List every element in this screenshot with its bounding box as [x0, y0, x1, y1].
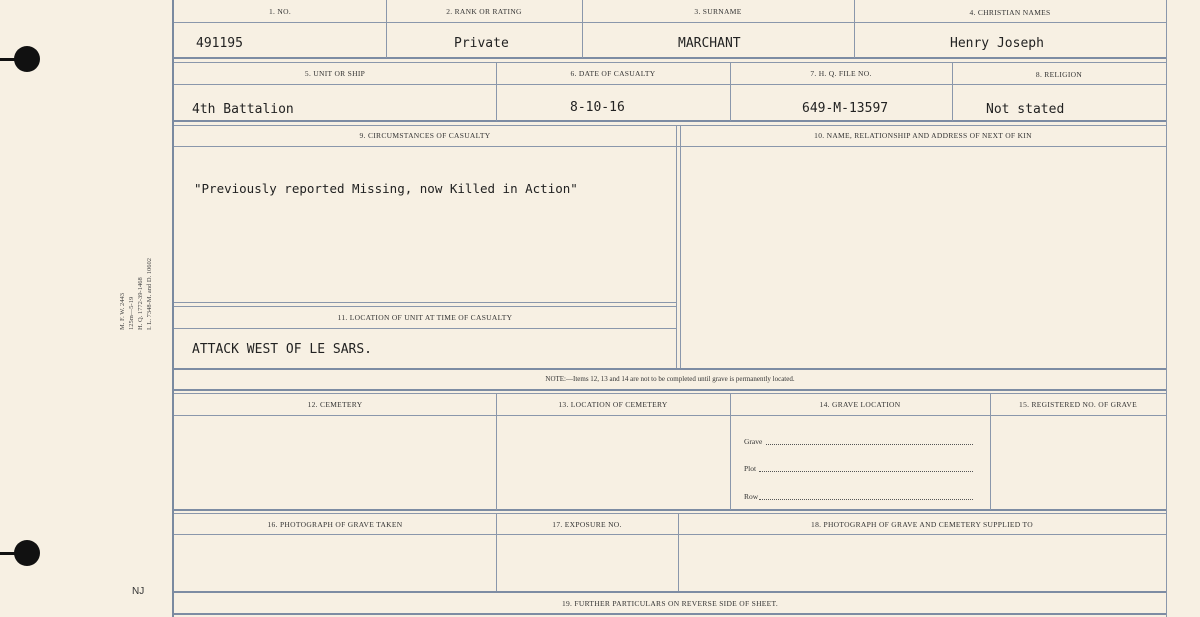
rule [174, 57, 1166, 59]
label-plot: Plot [744, 464, 757, 473]
form-right-border [1166, 0, 1167, 617]
value-surname: MARCHANT [678, 36, 741, 51]
rule [174, 125, 1166, 126]
value-rank: Private [454, 36, 509, 51]
col-divider [496, 393, 497, 510]
rule [174, 306, 676, 307]
row-dotted-line [759, 499, 973, 500]
rule [174, 393, 1166, 394]
label-grave: Grave [744, 437, 763, 446]
label-exposure-no: 17. EXPOSURE NO. [552, 520, 622, 529]
value-date-of-casualty: 8-10-16 [570, 100, 625, 115]
grave-dotted-line [766, 444, 973, 445]
rule [174, 415, 1166, 416]
rule [174, 146, 1166, 147]
label-christian-names: 4. CHRISTIAN NAMES [969, 8, 1051, 17]
rule [174, 534, 1166, 535]
label-photo-supplied: 18. PHOTOGRAPH OF GRAVE AND CEMETERY SUPPLIED TO [811, 520, 1033, 529]
value-christian-names: Henry Joseph [950, 36, 1044, 51]
value-hq-file-no: 649-M-13597 [802, 101, 889, 116]
rule [174, 328, 676, 329]
rule [174, 613, 1166, 615]
label-registered-no: 15. REGISTERED NO. OF GRAVE [1019, 400, 1137, 409]
value-no: 491195 [196, 36, 243, 51]
col-divider [990, 393, 991, 510]
rule [174, 389, 1166, 391]
imprint-line-2: 125m—5-19 [128, 296, 135, 330]
label-date-of-casualty: 6. DATE OF CASUALTY [570, 69, 656, 78]
rule [174, 591, 1166, 593]
imprint-line-1: M. F. W. 2443 [119, 292, 126, 330]
value-circumstances: "Previously reported Missing, now Killed in Action" [194, 181, 578, 196]
col-divider [680, 125, 681, 368]
rule [174, 302, 676, 303]
punch-hole-top-tab [0, 58, 22, 61]
col-divider [676, 125, 677, 368]
punch-hole-bottom-tab [0, 552, 22, 555]
rule [174, 62, 1166, 63]
rule [174, 513, 1166, 514]
label-further-particulars: 19. FURTHER PARTICULARS ON REVERSE SIDE OF SHEET. [561, 599, 779, 608]
imprint-line-3: H. Q. 1772-39-1468 [137, 277, 144, 330]
label-grave-location: 14. GRAVE LOCATION [819, 400, 901, 409]
value-location-of-unit: ATTACK WEST OF LE SARS. [192, 342, 373, 357]
corner-mark: NJ [132, 586, 145, 597]
label-rank: 2. RANK OR RATING [446, 7, 522, 16]
label-row: Row [744, 492, 759, 501]
label-cemetery: 12. CEMETERY [307, 400, 363, 409]
label-unit: 5. UNIT OR SHIP [304, 69, 366, 78]
label-hq-file-no: 7. H. Q. FILE NO. [810, 69, 872, 78]
imprint-line-4: I. L. 7348-M. and D. 10602 [146, 257, 153, 330]
rule [174, 509, 1166, 511]
col-divider [730, 393, 731, 510]
rule [174, 22, 1166, 23]
label-surname: 3. SURNAME [694, 7, 742, 16]
rule [174, 84, 1166, 85]
value-religion: Not stated [986, 102, 1065, 117]
label-location-of-cemetery: 13. LOCATION OF CEMETERY [558, 400, 668, 409]
label-next-of-kin: 10. NAME, RELATIONSHIP AND ADDRESS OF NEXT OF KIN [814, 131, 1032, 140]
label-circumstances: 9. CIRCUMSTANCES OF CASUALTY [359, 131, 491, 140]
printer-imprint [118, 258, 154, 330]
rule [174, 120, 1166, 122]
label-location-of-unit: 11. LOCATION OF UNIT AT TIME OF CASUALTY [337, 313, 513, 322]
label-no: 1. NO. [268, 7, 291, 16]
value-unit: 4th Battalion [192, 102, 294, 117]
rule [174, 368, 1166, 370]
label-religion: 8. RELIGION [1035, 70, 1083, 79]
note-text: NOTE:—Items 12, 13 and 14 are not to be completed until grave is permanently located. [545, 375, 795, 383]
plot-dotted-line [759, 471, 973, 472]
label-photo-taken: 16. PHOTOGRAPH OF GRAVE TAKEN [267, 520, 403, 529]
